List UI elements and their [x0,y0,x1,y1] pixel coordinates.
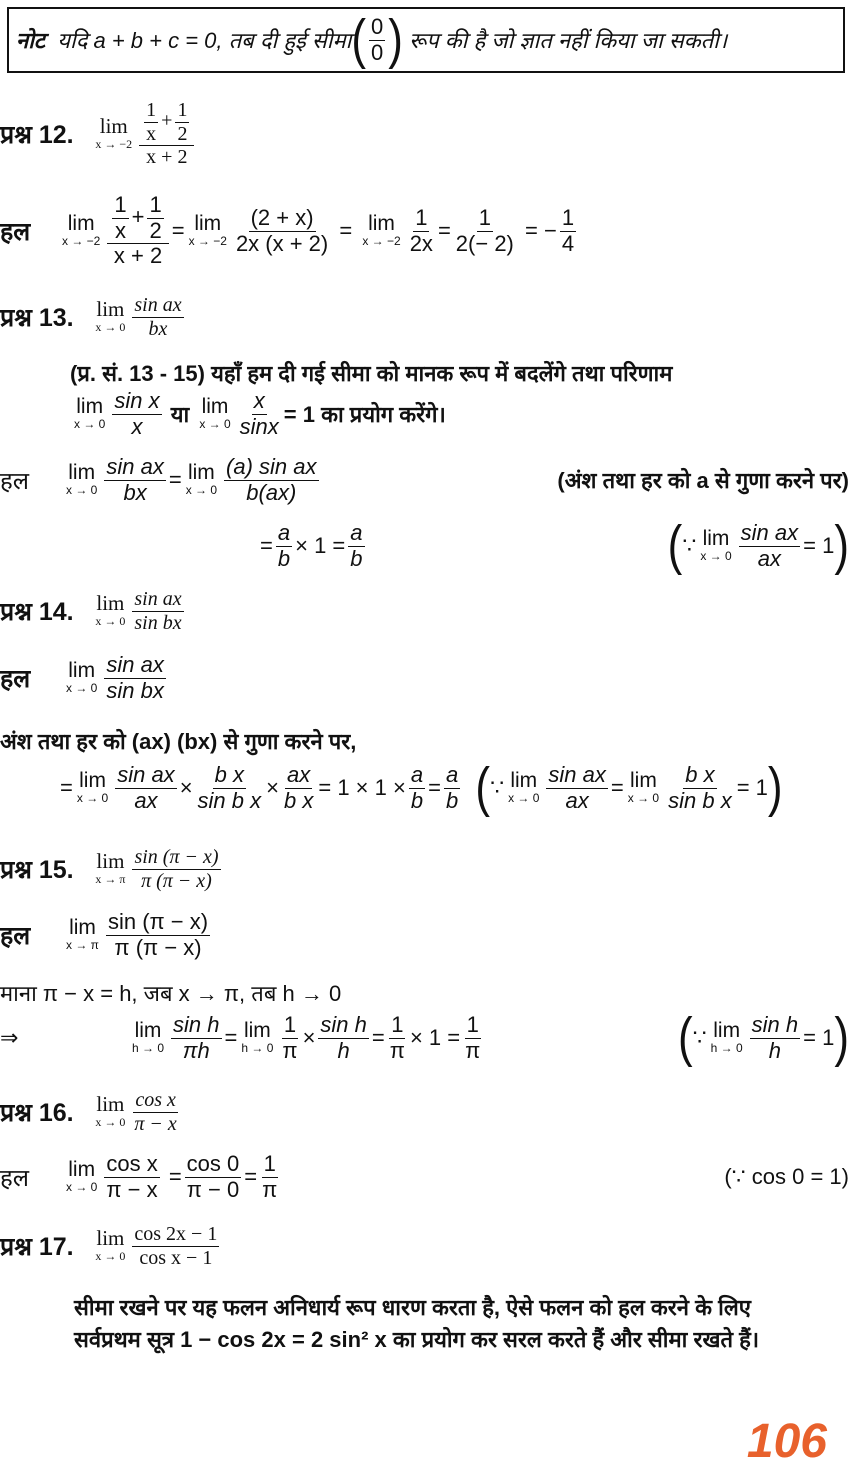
q14-multiply-text: अंश तथा हर को (ax) (bx) से गुणा करने पर, [0,729,357,754]
q12-question [0,92,855,176]
q16-heading: प्रश्न 16. [0,1099,74,1127]
q15-because: ( ∵ lim h → 0 $\frac{\text{sin h}}{h}$ = 1 ) [677,1006,849,1068]
right-paren: ) [388,8,403,70]
q16-sol-label: हल [0,1164,30,1192]
q12-lim: lim x → −2 [95,114,133,152]
q16-solution: हल lim x → 0 $\frac{\text{cos x}}{\pi - x}$ = $\frac{\cos 0}{\pi - 0}$ = $\frac{1}{\pi}$ (∵ cos 0 = 1) [0,1150,849,1202]
q12-expression: $\frac{1}{x}$ + $\frac{1}{2}$ x + 2 [139,99,194,168]
q15-solution: हल lim x → π $\frac{\sin (\pi - x)}{\pi (\pi - x)}$ [0,908,209,960]
q12-step1: $\frac{(2 + x)}{2x (x + 2)}$ [235,204,329,256]
q15-substitution: माना π − x = h, जब x → π, तब h → 0 [0,981,342,1006]
q14-heading: प्रश्न 14. [0,598,74,626]
q12-solution: हल lim x → −2 $\frac{1}{x}$ + $\frac{1}{2}$ x + 2 = lim x → −2 $\frac{(2 + x)}{2x (x + 2)}$ = lim x → −2 $\frac{1}{2x}$ = $\frac{1}{2(- 2)}$ = − $\frac{1}{4}$ [0,192,575,269]
q12-sol-lim: lim x → −2 [62,212,101,249]
q16-expression: $\frac{\text{cos x}}{\pi - x}$ [134,1089,177,1135]
q14-expression: $\frac{\text{sin ax}}{\text{sin bx}}$ [134,588,182,634]
q13-question: प्रश्न 13. lim x → 0 $\frac{\text{sin ax}}{bx}$ [0,294,182,340]
q15-sol-label: हल [0,922,31,950]
q15-result: ⇒ lim h → 0 $\frac{\text{sin h}}{\pi h}$ = lim h → 0 $\frac{1}{\pi}$ × $\frac{\text{sin h}}{h}$ = $\frac{1}{\pi}$ × 1 = $\frac{1}{\pi}$ ( ∵ lim h → 0 $\frac{\text{sin h}}{h}$ = 1 ) [0,1006,849,1068]
q15-question: प्रश्न 15. lim x → π $\frac{\sin (\pi - x)}{\pi (\pi - x)}$ [0,846,219,892]
q16-reason: (∵ cos 0 = 1) [724,1164,849,1189]
q13-intro: (प्र. सं. 13 - 15) यहाँ हम दी गई सीमा को मानक रूप में बदलेंगे तथा परिणाम [70,361,673,386]
q13-solution: हल lim x → 0 $\frac{\text{sin ax}}{bx}$ = lim x → 0 $\frac{\text{(a) sin ax}}{b(ax)}$ (अंश तथा हर को a से गुणा करने पर) [0,453,849,505]
note-line [16,8,855,70]
q13-expression: $\frac{\text{sin ax}}{bx}$ [134,294,182,340]
q17-para-1: सीमा रखने पर यह फलन अनिधार्य रूप धारण करता है, ऐसे फलन को हल करने के लिए [74,1295,751,1320]
note-condition: यदि a + b + c = 0, तब दी हुई सीमा [57,28,352,53]
left-paren: ( [351,8,367,70]
q15-expression: $\frac{\sin (\pi - x)}{\pi (\pi - x)}$ [134,846,219,892]
q14-result: = lim x → 0 $\frac{\text{sin ax}}{ax}$ × $\frac{\text{b x}}{\text{sin b x}}$ × $\frac{ax}{\text{b x}}$ = 1 × 1 × $\frac{a}{b}$ = $\frac{a}{b}$ ( ∵ lim x → 0 $\frac{\text{sin ax}}{ax}$ = lim x → 0 $\frac{\text{b x}}{\text{sin b x}}$ = 1 ) [60,756,783,818]
q14-solution: हल lim x → 0 $\frac{\text{sin ax}}{\text{sin bx}}$ [0,651,164,703]
page-number: 106 [746,1415,827,1468]
q17-expression: $\frac{\cos 2x - 1}{\text{cos x − 1}}$ [134,1223,218,1269]
q12-heading: प्रश्न 12. [0,121,74,149]
q17-heading: प्रश्न 17. [0,1233,74,1261]
note-fraction: $\frac{0}{0}$ [371,13,384,65]
q13-because: ( ∵ lim x → 0 $\frac{\text{sin ax}}{ax}$ = 1 ) [667,514,849,576]
q13-heading: प्रश्न 13. [0,304,74,332]
q13-side-note: (अंश तथा हर को a से गुणा करने पर) [557,468,849,493]
q15-heading: प्रश्न 15. [0,856,74,884]
q12-sol-frac: $\frac{1}{x}$ + $\frac{1}{2}$ x + 2 [107,193,168,269]
q12-step2: $\frac{1}{2x}$ [409,204,433,256]
q14-because: ( ∵ lim x → 0 $\frac{\text{sin ax}}{ax}$ = lim x → 0 $\frac{\text{b x}}{\text{sin b x}}$ = 1 ) [475,756,783,818]
note-label: नोट [16,28,45,53]
q14-sol-label: हल [0,665,31,693]
q12-answer: $\frac{1}{4}$ [561,204,575,256]
q13-result: = $\frac{a}{b}$ × 1 = $\frac{a}{b}$ ( ∵ lim x → 0 $\frac{\text{sin ax}}{ax}$ = 1 ) [260,514,849,576]
q14-question: प्रश्न 14. lim x → 0 $\frac{\text{sin ax}}{\text{sin bx}}$ [0,588,182,634]
q17-para-2: सर्वप्रथम सूत्र 1 − cos 2x = 2 sin² x का प्रयोग कर सरल करते हैं और सीमा रखते हैं। [74,1327,760,1352]
q13-sol-label: हल [0,467,30,495]
q17-question: प्रश्न 17. lim x → 0 $\frac{\cos 2x - 1}{\text{cos x − 1}}$ [0,1223,218,1269]
q12-step3: $\frac{1}{2(- 2)}$ [455,204,514,256]
q13-standard-results: lim x → 0 $\frac{\text{sin x}}{x}$ या lim x → 0 $\frac{x}{\sin x}$ = 1 का प्रयोग करेंगे। [74,387,446,439]
q12-sol-label: हल [0,218,31,246]
q16-question: प्रश्न 16. lim x → 0 $\frac{\text{cos x}}{\pi - x}$ [0,1089,177,1135]
note-conclusion: रूप की है जो ज्ञात नहीं किया जा सकती। [409,28,728,53]
